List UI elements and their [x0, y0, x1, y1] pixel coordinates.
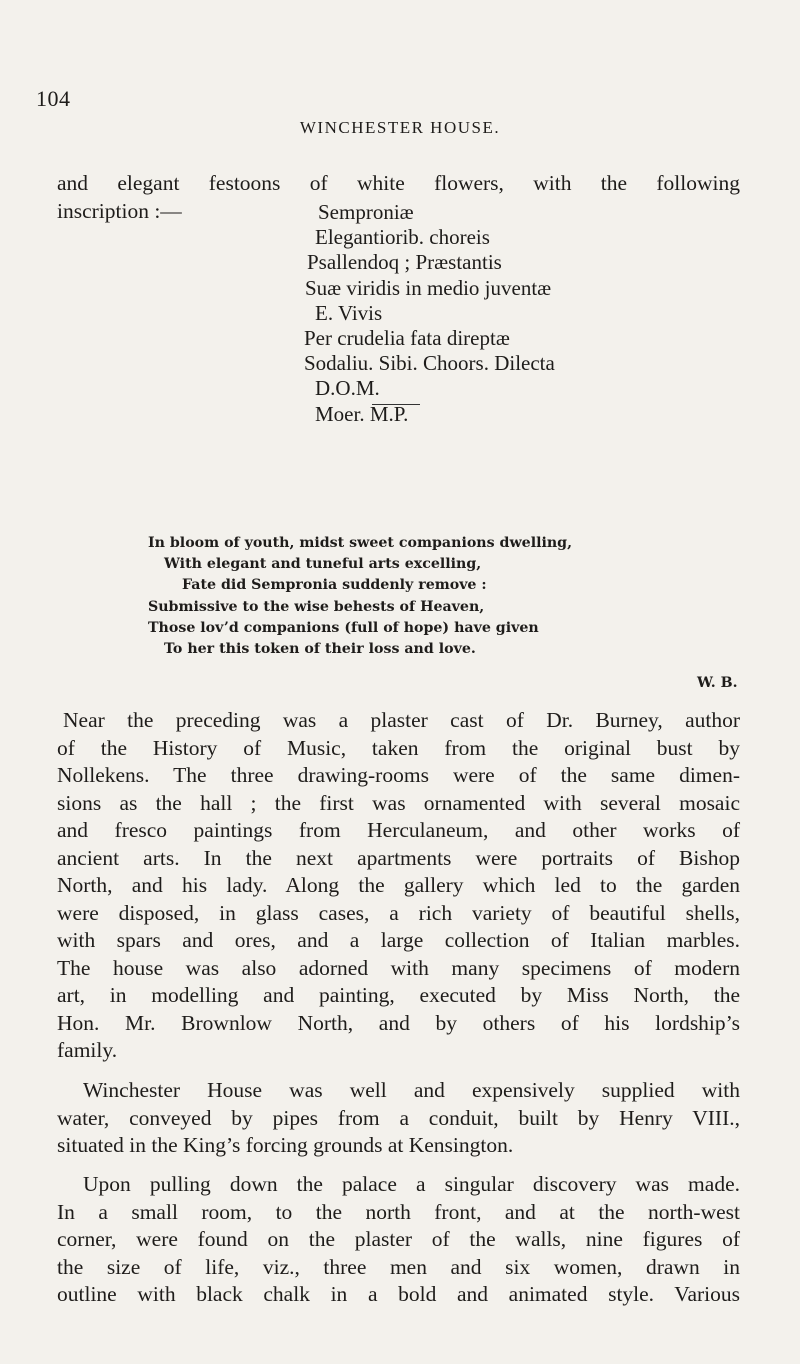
inscription-line: Per crudelia fata direptæ: [304, 326, 510, 351]
inscription-line: E. Vivis: [315, 300, 383, 325]
text-line: corner, were found on the plaster of the walls, nine figures of: [57, 1227, 740, 1251]
inscription-line: Psallendoq ; Præstantis: [307, 250, 502, 275]
poem-line: In bloom of youth, midst sweet companions dwelling,: [148, 535, 573, 551]
text-line: Winchester House was well and expensively supplied with: [83, 1078, 740, 1102]
latin-inscription: [304, 200, 555, 427]
text-line: Near the preceding was a plaster cast of Dr. Burney, author: [63, 708, 740, 732]
text-line: water, conveyed by pipes from a conduit, built by Henry VIII.,: [57, 1105, 740, 1130]
text-line: art, in modelling and painting, executed by Miss North, the: [57, 983, 740, 1007]
text-line: situated in the King’s forcing grounds at Kensington.: [57, 1133, 514, 1157]
inscription-line: Sodaliu. Sibi. Choors. Dilecta: [304, 351, 555, 376]
text-line: inscription :—: [57, 198, 182, 223]
inscription-line: Semproniæ: [318, 200, 414, 224]
body-paragraph: [57, 707, 740, 1065]
english-poem: [148, 533, 572, 660]
text-line: family.: [57, 1038, 118, 1062]
text-line: Upon pulling down the palace a singular discovery was made.: [83, 1172, 740, 1196]
page-number: 104: [36, 86, 71, 111]
text-line: outline with black chalk in a bold and animated style. Various: [57, 1282, 740, 1306]
text-line: with spars and ores, and a large collection of Italian marbles.: [57, 928, 740, 952]
text-line: Nollekens. The three drawing-rooms were of the same dimen-: [57, 763, 740, 787]
poem-line: Submissive to the wise behests of Heaven,: [148, 598, 485, 615]
poem-line: Fate did Sempronia suddenly remove :: [182, 577, 487, 594]
text-line: The house was also adorned with many specimens of modern: [57, 955, 740, 980]
inscription-line: Suæ viridis in medio juventæ: [305, 275, 552, 300]
text-line: and fresco paintings from Herculaneum, and other works of: [57, 818, 740, 842]
text-line: were disposed, in glass cases, a rich variety of beautiful shells,: [57, 900, 740, 925]
section-divider: [372, 404, 420, 405]
inscription-line: Elegantiorib. choreis: [315, 225, 490, 250]
poem-signature: W. B.: [697, 675, 738, 691]
text-line: sions as the hall ; the first was ornamented with several mosaic: [57, 790, 740, 815]
poem-line: To her this token of their loss and love.: [164, 641, 476, 658]
body-paragraph: [57, 1171, 740, 1309]
poem-line: Those lov’d companions (full of hope) have given: [148, 619, 539, 636]
body-paragraph: [57, 1077, 740, 1160]
text-line: of the History of Music, taken from the original bust by: [57, 735, 740, 760]
text-line: the size of life, viz., three men and six women, drawn in: [57, 1254, 740, 1279]
text-line: ancient arts. In the next apartments were portraits of Bishop: [57, 845, 740, 870]
running-head: WINCHESTER HOUSE.: [299, 118, 501, 137]
inscription-line: D.O.M.: [315, 376, 380, 401]
text-line: Hon. Mr. Brownlow North, and by others of his lordship’s: [57, 1010, 740, 1035]
text-line: In a small room, to the north front, and at the north-west: [57, 1199, 740, 1224]
poem-line: With elegant and tuneful arts excelling,: [164, 556, 482, 573]
text-line: and elegant festoons of white flowers, with the following: [57, 171, 740, 195]
inscription-line: Moer. M.P.: [315, 401, 409, 426]
text-line: North, and his lady. Along the gallery which led to the garden: [57, 873, 740, 897]
